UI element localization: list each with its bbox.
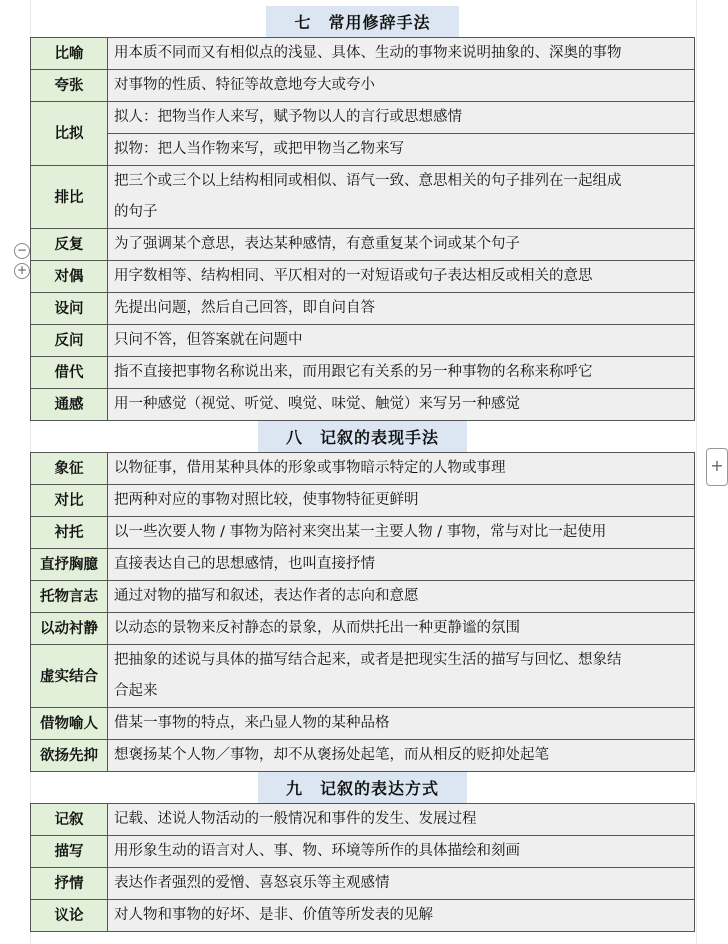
description-line: 借某一事物的特点，来凸显人物的某种品格 [114,715,390,731]
term-cell: 反问 [31,325,108,357]
term-cell: 直抒胸臆 [31,549,108,581]
term-cell: 反复 [31,229,108,261]
description-cell [108,804,695,836]
term-cell: 设问 [31,293,108,325]
table-row [31,645,695,708]
definition-table [30,803,695,932]
table-row [31,836,695,868]
description-cell [108,613,695,645]
table-row [31,325,695,357]
description-cell [108,485,695,517]
term-cell: 对比 [31,485,108,517]
description-cell [108,357,695,389]
table-row [31,613,695,645]
description-cell [108,229,695,261]
description-line: 对事物的性质、特征等故意地夸大或夸小 [114,77,375,93]
description-line: 直接表达自己的思想感情，也叫直接抒情 [114,556,375,572]
description-line: 用字数相等、结构相同、平仄相对的一对短语或句子表达相反或相关的意思 [114,268,593,284]
term-cell: 象征 [31,453,108,485]
description-cell [108,325,695,357]
description-cell [108,166,695,229]
description-line: 以物征事，借用某种具体的形象或事物暗示特定的人物或事理 [114,460,506,476]
table-row [31,293,695,325]
table-row [31,740,695,772]
description-line: 以一些次要人物 / 事物为陪衬来突出某一主要人物 / 事物，常与对比一起使用 [114,524,607,540]
table-row [31,102,695,166]
table-row [31,900,695,932]
page-right-edge [696,0,697,944]
table-row [31,581,695,613]
description-line: 记载、述说人物活动的一般情况和事件的发生、发展过程 [114,811,477,827]
section-title [30,6,695,37]
description-line: 拟人：把物当作人来写，赋予物以人的言行或思想感情 [114,109,462,125]
description-line: 把两种对应的事物对照比较，使事物特征更鲜明 [114,492,419,508]
expand-plus-icon[interactable]: + [14,263,30,279]
term-cell: 借代 [31,357,108,389]
term-cell: 抒情 [31,868,108,900]
description-cell [108,836,695,868]
table-row [31,517,695,549]
section-heading: 九 记叙的表达方式 [258,772,467,803]
description-line: 以动态的景物来反衬静态的景象，从而烘托出一种更静谧的氛围 [114,620,520,636]
description-line: 表达作者强烈的爱憎、喜怒哀乐等主观感情 [114,875,390,891]
table-row [31,453,695,485]
term-cell: 排比 [31,166,108,229]
description-cell [108,708,695,740]
table-row [31,485,695,517]
term-cell: 托物言志 [31,581,108,613]
term-cell: 描写 [31,836,108,868]
term-cell: 虚实结合 [31,645,108,708]
definition-table [30,37,695,421]
description-line: 指不直接把事物名称说出来，而用跟它有关系的另一种事物的名称来称呼它 [114,364,593,380]
table-add-plus-icon[interactable]: + [706,448,728,486]
description-line: 为了强调某个意思，表达某种感情，有意重复某个词或某个句子 [114,236,520,252]
description-line: 把抽象的述说与具体的描写结合起来，或者是把现实生活的描写与回忆、想象结 [114,652,622,668]
description-cell [108,900,695,932]
description-line: 用一种感觉（视觉、听觉、嗅觉、味觉、触觉）来写另一种感觉 [114,396,520,412]
description-line: 的句子 [114,204,158,220]
table-row [31,804,695,836]
table-row [31,229,695,261]
section-heading: 八 记叙的表现手法 [258,421,467,452]
description-line: 合起来 [114,683,158,699]
document-page [30,6,695,932]
description-cell [108,517,695,549]
description-line: 先提出问题，然后自己回答，即自问自答 [114,300,375,316]
description-cell [108,868,695,900]
term-cell: 夸张 [31,70,108,102]
table-row [31,357,695,389]
description-line: 想褒扬某个人物／事物，却不从褒扬处起笔，而从相反的贬抑处起笔 [114,747,549,763]
table-row [31,70,695,102]
description-cell [108,38,695,70]
table-row [31,549,695,581]
description-line: 只问不答，但答案就在问题中 [114,332,303,348]
description-cell [108,581,695,613]
description-line: 把三个或三个以上结构相同或相似、语气一致、意思相关的句子排列在一起组成 [114,173,622,189]
description-line: 用形象生动的语言对人、事、物、环境等所作的具体描绘和刻画 [114,843,520,859]
term-cell: 借物喻人 [31,708,108,740]
description-cell [108,645,695,708]
table-row [31,166,695,229]
description-cell [108,740,695,772]
description-cell [108,453,695,485]
description-cell [108,261,695,293]
term-cell: 衬托 [31,517,108,549]
table-row [31,261,695,293]
table-row [31,868,695,900]
term-cell: 议论 [31,900,108,932]
description-cell [108,70,695,102]
description-line: 用本质不同而又有相似点的浅显、具体、生动的事物来说明抽象的、深奥的事物 [114,45,622,61]
description-cell [108,102,695,166]
section-title [30,421,695,452]
table-row [31,389,695,421]
term-cell: 记叙 [31,804,108,836]
description-line: 拟物：把人当作物来写，或把甲物当乙物来写 [108,133,694,165]
description-cell [108,549,695,581]
term-cell: 对偶 [31,261,108,293]
description-line: 通过对物的描写和叙述，表达作者的志向和意愿 [114,588,419,604]
term-cell: 比喻 [31,38,108,70]
term-cell: 以动衬静 [31,613,108,645]
definition-table [30,452,695,772]
collapse-minus-icon[interactable]: − [14,243,30,259]
description-cell [108,293,695,325]
term-cell: 比拟 [31,102,108,166]
section-title [30,772,695,803]
table-row [31,38,695,70]
table-row [31,708,695,740]
description-cell [108,389,695,421]
description-line: 对人物和事物的好坏、是非、价值等所发表的见解 [114,907,433,923]
term-cell: 欲扬先抑 [31,740,108,772]
section-heading: 七 常用修辞手法 [266,6,458,37]
term-cell: 通感 [31,389,108,421]
